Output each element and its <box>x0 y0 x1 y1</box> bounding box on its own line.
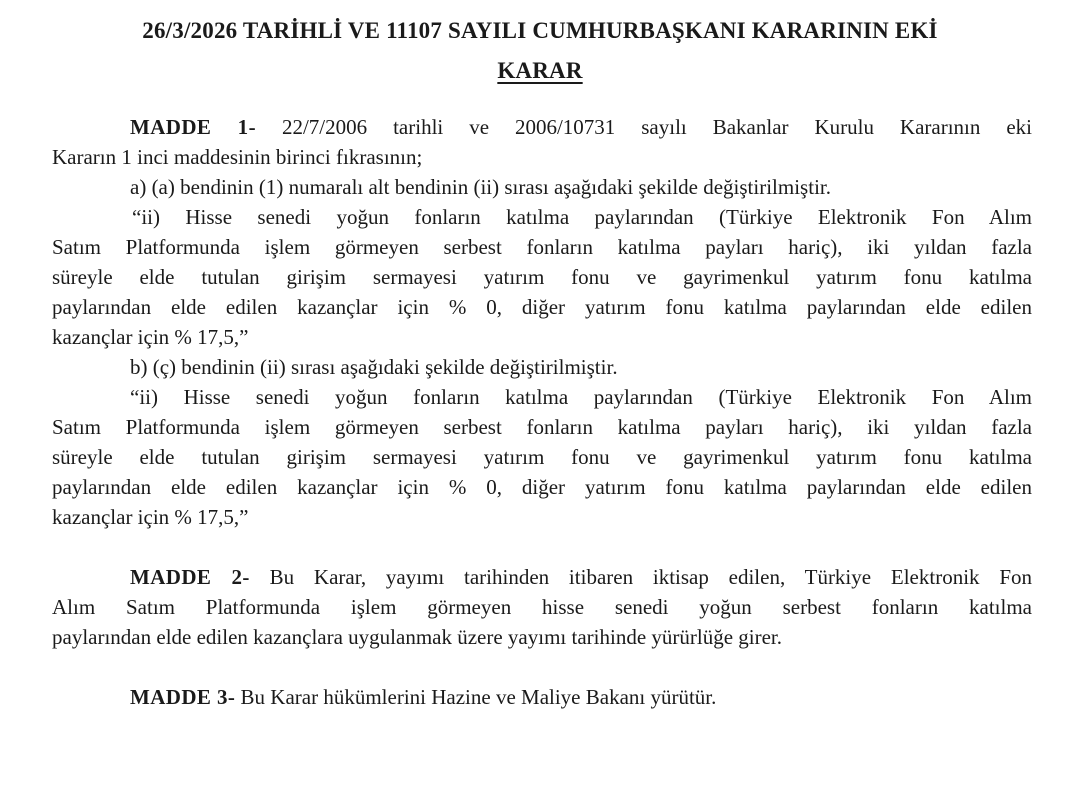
article-1-line: b) (ç) bendinin (ii) sırası aşağıdaki şekilde değiştirilmiştir. <box>130 355 618 379</box>
article-3 <box>52 682 1032 712</box>
article-2-label: MADDE 2- <box>130 565 250 589</box>
article-1-line: süreyle elde tutulan girişim sermayesi yatırım fonu ve gayrimenkul yatırım fonu katılma <box>52 265 1032 289</box>
article-1-line: Satım Platformunda işlem görmeyen serbest fonların katılma payları hariç), iki yıldan fazla <box>52 235 1032 259</box>
article-1-line: “ii) Hisse senedi yoğun fonların katılma paylarından (Türkiye Elektronik Fon Alım <box>132 205 1032 229</box>
document-subtitle <box>40 56 1040 86</box>
article-1-line: süreyle elde tutulan girişim sermayesi yatırım fonu ve gayrimenkul yatırım fonu katılma <box>52 445 1032 469</box>
article-2-line: Alım Satım Platformunda işlem görmeyen hisse senedi yoğun serbest fonların katılma <box>52 595 1032 619</box>
article-1-line: MADDE 1- 22/7/2006 tarihli ve 2006/10731 sayılı Bakanlar Kurulu Kararının eki <box>130 115 1032 139</box>
article-2-line: paylarından elde edilen kazançlara uygulanmak üzere yayımı tarihinde yürürlüğe girer. <box>52 625 783 649</box>
article-1-label: MADDE 1- <box>130 115 256 139</box>
article-1 <box>52 112 1032 532</box>
article-1-line: kazançlar için % 17,5,” <box>52 505 249 529</box>
document-title: 26/3/2026 TARİHLİ VE 11107 SAYILI CUMHURBAŞKANI KARARININ EKİ <box>142 18 938 43</box>
article-1-line: a) (a) bendinin (1) numaralı alt bendinin (ii) sırası aşağıdaki şekilde değiştirilmiştir. <box>130 175 831 199</box>
article-3-line: MADDE 3- Bu Karar hükümlerini Hazine ve Maliye Bakanı yürütür. <box>130 685 717 709</box>
article-3-label: MADDE 3- <box>130 685 236 709</box>
article-1-line: Satım Platformunda işlem görmeyen serbest fonların katılma payları hariç), iki yıldan fazla <box>52 415 1032 439</box>
article-1-line: Kararın 1 inci maddesinin birinci fıkrasının; <box>52 145 423 169</box>
article-1-line: paylarından elde edilen kazançlar için % 0, diğer yatırım fonu katılma paylarından elde edilen <box>52 295 1032 319</box>
article-1-line: kazançlar için % 17,5,” <box>52 325 249 349</box>
article-1-line: “ii) Hisse senedi yoğun fonların katılma paylarından (Türkiye Elektronik Fon Alım <box>130 385 1032 409</box>
article-1-line: paylarından elde edilen kazançlar için % 0, diğer yatırım fonu katılma paylarından elde edilen <box>52 475 1032 499</box>
article-2 <box>52 562 1032 652</box>
article-2-line: MADDE 2- Bu Karar, yayımı tarihinden itibaren iktisap edilen, Türkiye Elektronik Fon <box>130 565 1032 589</box>
karar-heading: KARAR <box>497 58 583 83</box>
